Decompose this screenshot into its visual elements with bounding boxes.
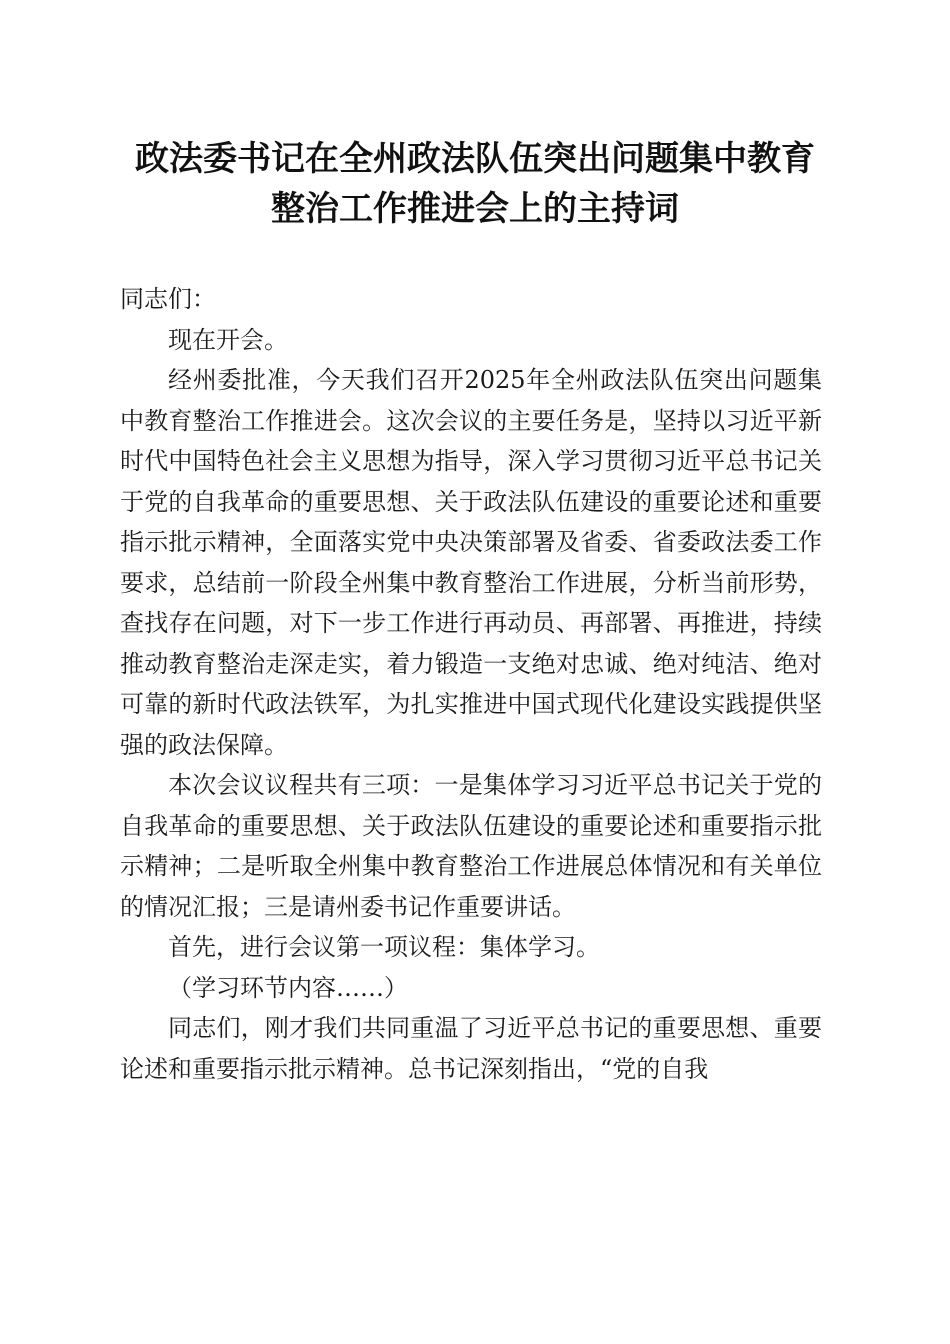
document-body [120, 279, 822, 1089]
salutation: 同志们： [120, 285, 216, 313]
paragraph-study-note: （学习环节内容……） [168, 973, 408, 1002]
document-title [100, 134, 850, 234]
paragraph-agenda: 本次会议议程共有三项：一是集体学习习近平总书记关于党的自我革命的重要思想、关于政法队伍建设的重要论述和重要指示批示精神；二是听取全州集中教育整治工作进展总体情况和有关单位的情况汇报；三是请州委书记作重要讲话。 [120, 771, 822, 921]
paragraph-opening: 现在开会。 [168, 325, 288, 354]
paragraph-first-item: 首先，进行会议第一项议程：集体学习。 [168, 933, 600, 961]
paragraph-purpose: 经州委批准，今天我们召开2025年全州政法队伍突出问题集中教育整治工作推进会。这次会议的主要任务是，坚持以习近平新时代中国特色社会主义思想为指导，深入学习贯彻习近平总书记关于党的自我革命的重要思想、关于政法队伍建设的重要论述和重要指示批示精神，全面落实党中央决策部署及省委、省委政法委工作要求，总结前一阶段全州集中教育整治工作进展，分析当前形势，查找存在问题，对下一步工作进行再动员、再部署、再推进，持续推动教育整治走深走实，着力锻造一支绝对忠诚、绝对纯洁、绝对可靠的新时代政法铁军，为扎实推进中国式现代化建设实践提供坚强的政法保障。 [120, 366, 822, 759]
title-line-2: 整治工作推进会上的主持词 [271, 189, 679, 229]
title-line-1: 政法委书记在全州政法队伍突出问题集中教育 [135, 139, 815, 179]
paragraph-summary: 同志们，刚才我们共同重温了习近平总书记的重要思想、重要论述和重要指示批示精神。总书记深刻指出，“党的自我 [120, 1014, 822, 1083]
